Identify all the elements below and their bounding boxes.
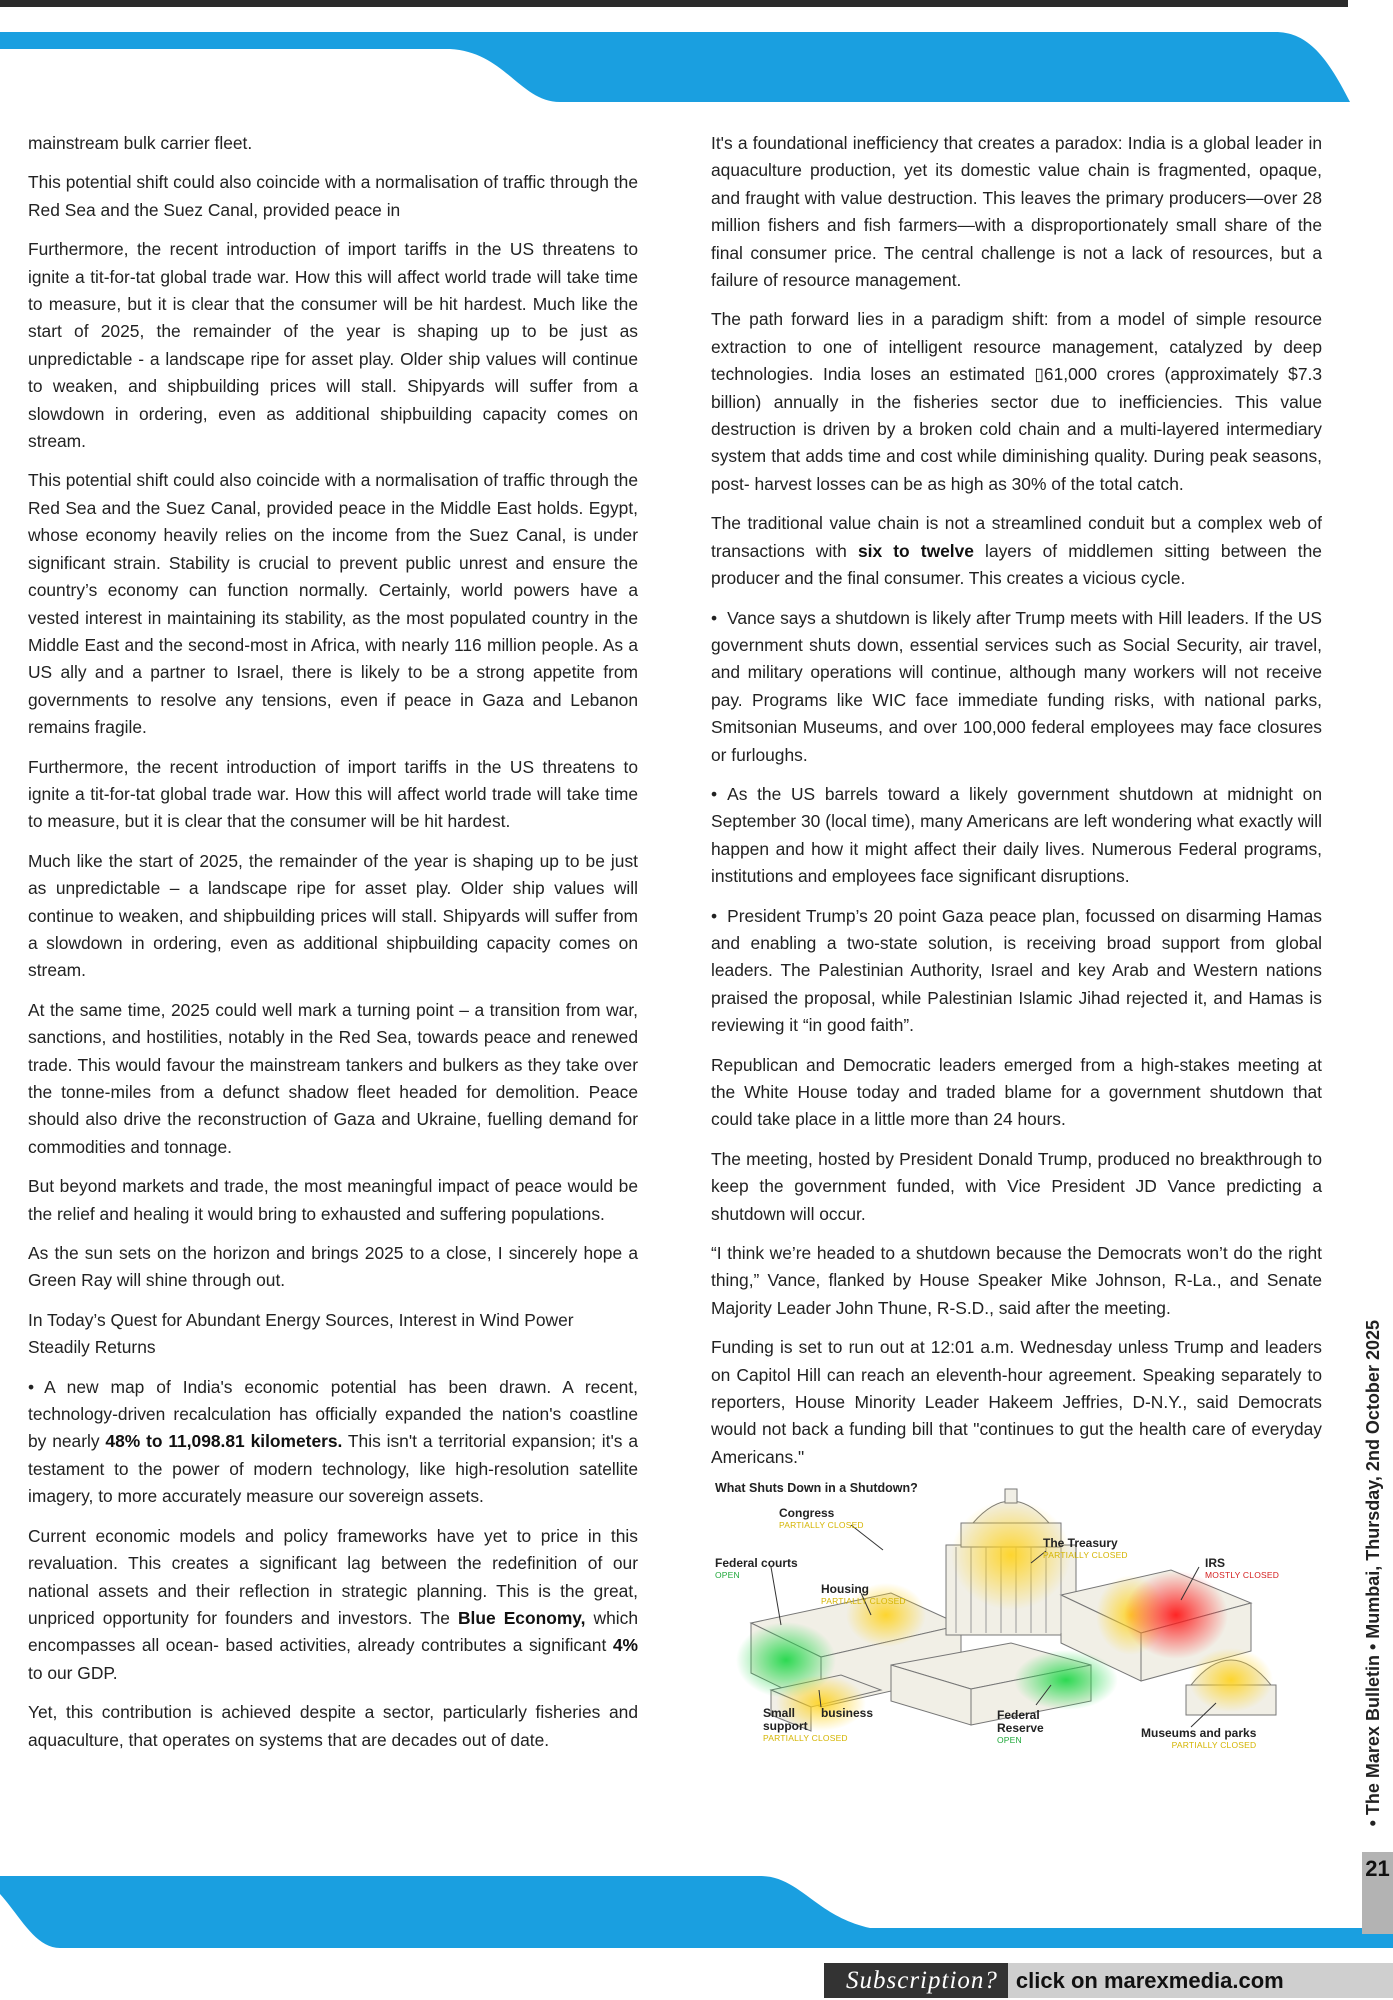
page-number-box: [1362, 1852, 1393, 1934]
article-paragraph: The path forward lies in a paradigm shift: from a model of simple resource extraction to one of intelligent resource management, catalyzed by deep technologies. India loses an estimated ▯61,000 crores (approximately $7.3 billion) annually in the fisheries sector due to inefficiencies. This value destruction is driven by a broken cold chain and a multi-layered intermediary system that adds time and cost while diminishing quality. During peak seasons, post- harvest losses can be as high as 30% of the total catch.: [711, 309, 1322, 494]
article-paragraph: Republican and Democratic leaders emerged from a high-stakes meeting at the White House today and traded blame for a government shutdown that could take place in a little more than 24 hours.: [711, 1054, 1322, 1130]
subscription-banner[interactable]: [824, 1963, 1393, 1998]
label-federal-reserve: Federal Reserve OPEN: [997, 1708, 1044, 1746]
infographic-title: What Shuts Down in a Shutdown?: [715, 1481, 918, 1496]
sidebar-dateline: • The Marex Bulletin • Mumbai, Thursday, 2nd October 2025: [1363, 1320, 1383, 1827]
label-treasury: The Treasury PARTIALLY CLOSED: [1043, 1536, 1128, 1561]
label-irs: IRS MOSTLY CLOSED: [1205, 1556, 1280, 1581]
label-museums-parks: Museums and parks PARTIALLY CLOSED: [1141, 1726, 1257, 1751]
top-rule: [0, 0, 1348, 7]
bullet-paragraph: • Vance says a shutdown is likely after Trump meets with Hill leaders. If the US government shuts down, essential services such as Social Security, air travel, and military operations will continue, although many workers will not receive pay. Programs like WIC face immediate funding risks, with national parks, Smitsonian Museums, and over 100,000 federal employees may face closures or furloughs.: [711, 605, 1322, 769]
subscription-label: Subscription?: [824, 1963, 1008, 1998]
article-paragraph: Current economic models and policy frameworks have yet to price in this revaluation. This creates a significant lag between the redefinition of our national assets and their reflection in strategic planning. This is the great, unpriced opportunity for founders and investors. The Blue Economy, which encompasses all ocean- based activities, already contributes a significant 4% to our GDP.: [28, 1525, 638, 1683]
label-small-business: Small business support PARTIALLY CLOSED: [763, 1706, 873, 1744]
article-paragraph: As the sun sets on the horizon and brings 2025 to a close, I sincerely hope a Green Ray will shine through out.: [28, 1243, 638, 1291]
article-paragraph: Yet, this contribution is achieved despite a sector, particularly fisheries and aquaculture, that operates on systems that are decades out of date.: [28, 1702, 638, 1750]
article-paragraph: mainstream bulk carrier fleet.: [28, 133, 253, 153]
article-paragraph: The meeting, hosted by President Donald Trump, produced no breakthrough to keep the government funded, with Vice President JD Vance predicting a shutdown will occur.: [711, 1148, 1322, 1224]
label-federal-courts: Federal courts OPEN: [715, 1556, 798, 1581]
article-paragraph: Furthermore, the recent introduction of import tariffs in the US threatens to ignite a tit-for-tat global trade war. How this will affect world trade will take time to measure, but it is clear that the consumer will be hit hardest. Much like the start of 2025, the remainder of the year is shaping up to be just as unpredictable - a landscape ripe for asset play. Older ship values will continue to weaken, and shipbuilding prices will stall. Shipyards will suffer from a slowdown in ordering, even as additional shipbuilding capacity comes on stream.: [28, 239, 638, 452]
subscription-link[interactable]: click on marexmedia.com: [1008, 1963, 1393, 1998]
article-paragraph: Funding is set to run out at 12:01 a.m. Wednesday unless Trump and leaders on Capitol Hill can reach an eleventh-hour agreement. Speaking separately to reporters, House Minority Leader Hakeem Jeffries, D-N.Y., said Democrats would not back a funding bill that "continues to gut the health care of everyday Americans.": [711, 1337, 1322, 1467]
page-number: 21: [1365, 1856, 1390, 1881]
shutdown-infographic: [711, 1475, 1322, 1751]
article-paragraph: But beyond markets and trade, the most meaningful impact of peace would be the relief and healing it would bring to exhausted and suffering populations.: [28, 1176, 638, 1224]
left-column: [28, 130, 638, 1766]
top-blue-band: [0, 32, 1393, 102]
bottom-blue-band: [0, 1876, 1393, 1948]
article-paragraph: Furthermore, the recent introduction of import tariffs in the US threatens to ignite a tit-for-tat global trade war. How this will affect world trade will take time to measure, but it is clear that the consumer will be hit hardest.: [28, 756, 638, 832]
bullet-paragraph: • A new map of India's economic potential has been drawn. A recent, technology-driven recalculation has officially expanded the nation's coastline by nearly 48% to 11,098.81 kilometers. This isn't a territorial expansion; it's a testament to the power of modern technology, like high-resolution satellite imagery, to more accurately measure our sovereign assets.: [28, 1374, 638, 1511]
bullet-paragraph: • As the US barrels toward a likely government shutdown at midnight on September 30 (local time), many Americans are left wondering what exactly will happen and how it might affect their daily lives. Numerous Federal programs, institutions and employees face significant disruptions.: [711, 781, 1322, 891]
article-paragraph: “I think we’re headed to a shutdown because the Democrats won’t do the right thing,” Vance, flanked by House Speaker Mike Johnson, R-La., and Senate Majority Leader John Thune, R-S.D., said after the meeting.: [711, 1243, 1322, 1318]
section-heading: In Today’s Quest for Abundant Energy Sources, Interest in Wind Power Steadily Returns: [28, 1309, 574, 1358]
label-housing: Housing PARTIALLY CLOSED: [821, 1582, 906, 1607]
article-paragraph: It's a foundational inefficiency that creates a paradox: India is a global leader in aquaculture production, yet its domestic value chain is fragmented, opaque, and fraught with value destruction. This leaves the primary producers—over 28 million fishers and fish farmers—with a disproportionately small share of the final consumer price. The central challenge is not a lack of resources, but a failure of resource management.: [711, 133, 1322, 291]
bullet-paragraph: • President Trump’s 20 point Gaza peace plan, focussed on disarming Hamas and enabling a two-state solution, is receiving broad support from global leaders. The Palestinian Authority, Israel and key Arab and Western nations praised the proposal, while Palestinian Islamic Jihad rejected it, and Hamas is reviewing it “in good faith”.: [711, 903, 1322, 1040]
article-paragraph: This potential shift could also coincide with a normalisation of traffic through the Red Sea and the Suez Canal, provided peace in: [28, 172, 638, 220]
article-paragraph: At the same time, 2025 could well mark a turning point – a transition from war, sanctions, and hostilities, notably in the Red Sea, towards peace and renewed trade. This would favour the mainstream tankers and bulkers as they take over the tonne-miles from a defunct shadow fleet headed for demolition. Peace should also drive the reconstruction of Gaza and Ukraine, fuelling demand for commodities and tonnage.: [28, 999, 638, 1157]
article-paragraph: The traditional value chain is not a streamlined conduit but a complex web of transactions with six to twelve layers of middlemen sitting between the producer and the final consumer. This creates a vicious cycle.: [711, 513, 1322, 589]
right-column: [711, 130, 1322, 1751]
article-paragraph: Much like the start of 2025, the remainder of the year is shaping up to be just as unpredictable – a landscape ripe for asset play. Older ship values will continue to weaken, and shipbuilding prices will stall. Shipyards will suffer from a slowdown in ordering, even as additional shipbuilding capacity comes on stream.: [28, 850, 638, 981]
label-congress: Congress PARTIALLY CLOSED: [779, 1506, 864, 1531]
article-paragraph: This potential shift could also coincide with a normalisation of traffic through the Red Sea and the Suez Canal, provided peace in the Middle East holds. Egypt, whose economy heavily relies on the income from the Suez Canal, is under significant strain. Stability is crucial to prevent public unrest and ensure the country’s economy can function normally. Certainly, world powers have a vested interest in maintaining its stability, as the most populated country in the Middle East and the second-most in Africa, with nearly 116 million people. As a US ally and a partner to Israel, there is likely to be a strong appetite from governments to resolve any tensions, even if peace in Gaza and Lebanon remains fragile.: [28, 470, 638, 738]
